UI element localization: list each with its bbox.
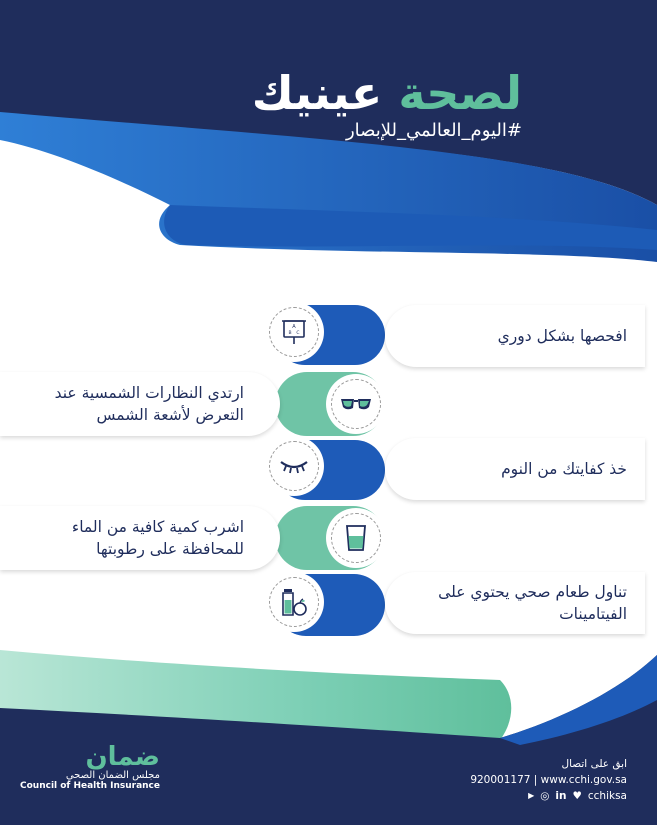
logo-subtitle-english: Council of Health Insurance: [20, 781, 160, 791]
tip-1-icon-badge: [264, 302, 324, 362]
logo-arabic: ضمان: [85, 742, 160, 772]
hashtag: #اليوم_العالمي_للإبصار: [345, 120, 522, 141]
cchi-logo: [20, 742, 160, 791]
linkedin-icon[interactable]: in: [555, 790, 567, 802]
divider: |: [533, 774, 541, 786]
tip-4: [0, 506, 280, 570]
sunglasses-icon: [331, 379, 381, 429]
title-word-2: عينيك: [251, 66, 383, 120]
contact-block: [470, 756, 627, 804]
tip-2: [0, 372, 280, 436]
vision-chart-icon: [269, 307, 319, 357]
contact-line: [470, 772, 627, 788]
svg-text:C: C: [296, 331, 300, 336]
contact-label: ابق على اتصال: [561, 758, 627, 770]
youtube-icon[interactable]: ▶: [528, 791, 535, 800]
tip-2-text: ارتدي النظارات الشمسية عند التعرض لأشعة الشمس: [54, 384, 244, 424]
svg-text:B: B: [288, 331, 292, 336]
svg-text:A: A: [292, 324, 296, 330]
tip-5-icon-badge: [264, 572, 324, 632]
social-links: [470, 788, 627, 804]
twitter-icon[interactable]: ♥: [572, 790, 582, 802]
tip-3-text: خذ كفايتك من النوم: [501, 460, 627, 478]
tip-3-icon-badge: [264, 436, 324, 496]
tip-1: [385, 305, 645, 367]
tip-5-text: تناول طعام صحي يحتوي على الفيتامينات: [438, 583, 627, 623]
closed-eye-icon: [269, 441, 319, 491]
tip-4-icon-badge: [326, 508, 386, 568]
water-glass-icon: [331, 513, 381, 563]
logo-subtitle-arabic: مجلس الضمان الصحي: [65, 770, 160, 781]
instagram-icon[interactable]: ◎: [540, 790, 550, 802]
juice-apple-icon: [269, 577, 319, 627]
page-title: [252, 66, 522, 120]
tip-4-text: اشرب كمية كافية من الماء للمحافظة على رطوبتها: [71, 518, 244, 558]
tip-2-icon-badge: [326, 374, 386, 434]
tip-5: [385, 572, 645, 634]
website-link[interactable]: www.cchi.gov.sa: [540, 774, 627, 786]
title-word-1: لصحة: [398, 66, 522, 120]
tip-1-text: افحصها بشكل دوري: [497, 327, 627, 345]
phone-number: 920001177: [470, 774, 531, 786]
social-handle[interactable]: cchiksa: [587, 790, 627, 802]
header: [252, 66, 522, 141]
tip-3: [385, 438, 645, 500]
